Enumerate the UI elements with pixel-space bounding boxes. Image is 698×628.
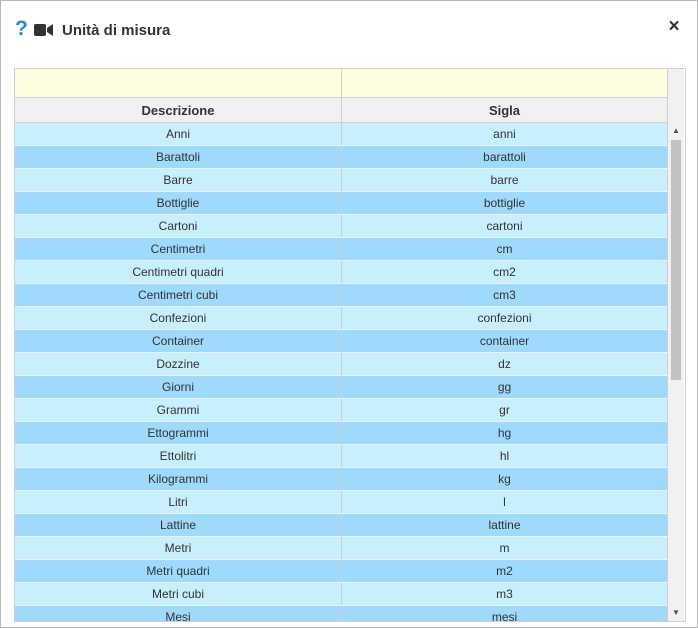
table-row[interactable] bbox=[15, 560, 668, 583]
cell-sigla[interactable]: m3 bbox=[342, 583, 668, 606]
cell-descrizione[interactable]: Centimetri bbox=[15, 238, 342, 261]
table-row[interactable] bbox=[15, 514, 668, 537]
table-row[interactable] bbox=[15, 468, 668, 491]
table-row[interactable] bbox=[15, 491, 668, 514]
table-row[interactable] bbox=[15, 307, 668, 330]
cell-sigla[interactable]: gr bbox=[342, 399, 668, 422]
table-row[interactable] bbox=[15, 192, 668, 215]
cell-descrizione[interactable]: Kilogrammi bbox=[15, 468, 342, 491]
cell-sigla[interactable]: bottiglie bbox=[342, 192, 668, 215]
cell-sigla[interactable]: cartoni bbox=[342, 215, 668, 238]
cell-descrizione[interactable]: Ettogrammi bbox=[15, 422, 342, 445]
table-row[interactable] bbox=[15, 583, 668, 606]
cell-sigla[interactable]: m bbox=[342, 537, 668, 560]
cell-descrizione[interactable]: Barattoli bbox=[15, 146, 342, 169]
cell-descrizione[interactable]: Cartoni bbox=[15, 215, 342, 238]
cell-sigla[interactable]: anni bbox=[342, 123, 668, 146]
close-button[interactable]: × bbox=[668, 16, 680, 37]
table-row[interactable] bbox=[15, 422, 668, 445]
cell-sigla[interactable]: l bbox=[342, 491, 668, 514]
cell-sigla[interactable]: barre bbox=[342, 169, 668, 192]
table-row[interactable] bbox=[15, 261, 668, 284]
cell-sigla[interactable]: cm3 bbox=[342, 284, 668, 307]
cell-sigla[interactable]: cm2 bbox=[342, 261, 668, 284]
units-grid bbox=[14, 68, 686, 622]
cell-sigla[interactable]: hl bbox=[342, 445, 668, 468]
cell-descrizione[interactable]: Anni bbox=[15, 123, 342, 146]
cell-descrizione[interactable]: Grammi bbox=[15, 399, 342, 422]
cell-sigla[interactable]: gg bbox=[342, 376, 668, 399]
table-row[interactable] bbox=[15, 146, 668, 169]
cell-descrizione[interactable]: Centimetri cubi bbox=[15, 284, 342, 307]
video-camera-icon[interactable] bbox=[34, 24, 53, 36]
table-row[interactable] bbox=[15, 606, 668, 621]
dialog-title: Unità di misura bbox=[62, 22, 171, 39]
cell-descrizione[interactable]: Ettolitri bbox=[15, 445, 342, 468]
scroll-up-arrow-icon[interactable]: ▲ bbox=[672, 126, 680, 135]
column-header-row bbox=[15, 98, 668, 123]
cell-sigla[interactable]: cm bbox=[342, 238, 668, 261]
cell-sigla[interactable]: container bbox=[342, 330, 668, 353]
cell-sigla[interactable]: barattoli bbox=[342, 146, 668, 169]
table-body bbox=[15, 123, 668, 621]
cell-sigla[interactable]: dz bbox=[342, 353, 668, 376]
table-row[interactable] bbox=[15, 238, 668, 261]
table-row[interactable] bbox=[15, 537, 668, 560]
cell-descrizione[interactable]: Giorni bbox=[15, 376, 342, 399]
cell-sigla[interactable]: mesi bbox=[342, 606, 668, 621]
cell-descrizione[interactable]: Litri bbox=[15, 491, 342, 514]
cell-sigla[interactable]: confezioni bbox=[342, 307, 668, 330]
table-row[interactable] bbox=[15, 123, 668, 146]
filter-row bbox=[15, 69, 668, 98]
cell-descrizione[interactable]: Metri cubi bbox=[15, 583, 342, 606]
cell-descrizione[interactable]: Confezioni bbox=[15, 307, 342, 330]
cell-descrizione[interactable]: Container bbox=[15, 330, 342, 353]
cell-descrizione[interactable]: Metri bbox=[15, 537, 342, 560]
table-row[interactable] bbox=[15, 353, 668, 376]
cell-sigla[interactable]: m2 bbox=[342, 560, 668, 583]
table-row[interactable] bbox=[15, 445, 668, 468]
scroll-down-arrow-icon[interactable]: ▼ bbox=[672, 608, 680, 617]
cell-descrizione[interactable]: Mesi bbox=[15, 606, 342, 621]
table-row[interactable] bbox=[15, 330, 668, 353]
column-header-descrizione[interactable]: Descrizione bbox=[15, 98, 342, 123]
cell-descrizione[interactable]: Centimetri quadri bbox=[15, 261, 342, 284]
filter-sigla[interactable] bbox=[342, 69, 668, 98]
table-row[interactable] bbox=[15, 284, 668, 307]
table-row[interactable] bbox=[15, 376, 668, 399]
cell-descrizione[interactable]: Barre bbox=[15, 169, 342, 192]
help-icon[interactable]: ? bbox=[15, 17, 28, 40]
table-row[interactable] bbox=[15, 169, 668, 192]
cell-descrizione[interactable]: Bottiglie bbox=[15, 192, 342, 215]
cell-sigla[interactable]: hg bbox=[342, 422, 668, 445]
filter-descrizione[interactable] bbox=[15, 69, 342, 98]
cell-descrizione[interactable]: Dozzine bbox=[15, 353, 342, 376]
cell-descrizione[interactable]: Metri quadri bbox=[15, 560, 342, 583]
cell-descrizione[interactable]: Lattine bbox=[15, 514, 342, 537]
table-row[interactable] bbox=[15, 399, 668, 422]
cell-sigla[interactable]: kg bbox=[342, 468, 668, 491]
cell-sigla[interactable]: lattine bbox=[342, 514, 668, 537]
dialog-header bbox=[1, 1, 697, 59]
scrollbar-thumb[interactable] bbox=[671, 140, 681, 380]
scrollbar-corner bbox=[668, 69, 684, 123]
table-row[interactable] bbox=[15, 215, 668, 238]
column-header-sigla[interactable]: Sigla bbox=[342, 98, 668, 123]
vertical-scrollbar[interactable] bbox=[668, 123, 684, 621]
